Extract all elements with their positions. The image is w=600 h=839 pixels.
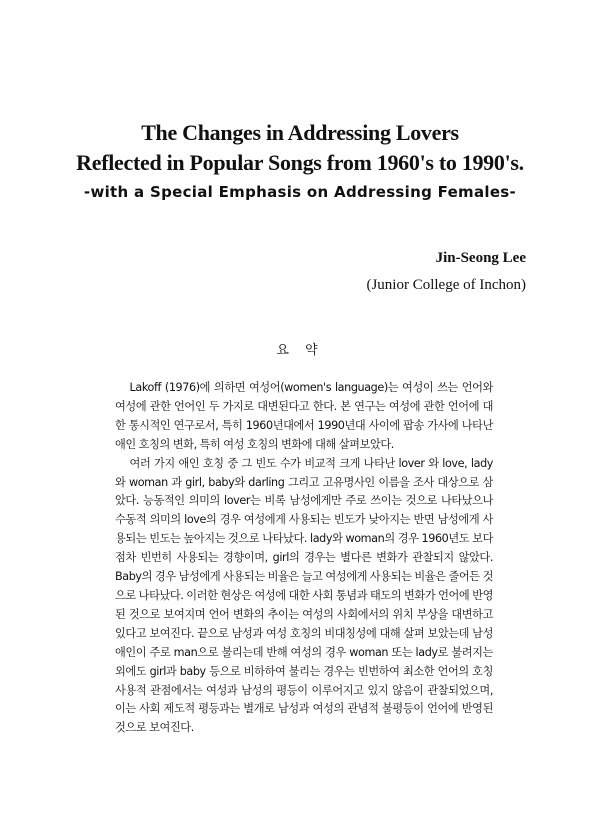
abstract-paragraph-1: Lakoff (1976)에 의하면 여성어(women's language)는 여성이 쓰는 언어와 여성에 관한 언어인 두 가지로 대변된다고 한다. 본 연구는 여성에 관한 언어에 대한 통시적인 연구로서, 특히 1960년대에서 1990년대 사이에 팝송 가사에 나타난 애인 호칭의 변화, 특히 여성 호칭의 변화에 대해 살펴보았다.	[115, 381, 493, 451]
abstract-paragraph-2: 여러 가지 애인 호칭 중 그 빈도 수가 비교적 크게 나타난 lover 와 love, lady 와 woman 과 girl, baby와 darling 그리고 고유명사인 이름을 조사 대상으로 삼았다. 능동적인 의미의 lover는 비록 남성에게만 주로 쓰이는 것으로 나타났으나 수동적 의미의 love의 경우 여성에게 사용되는 빈도가 낮아지는 반면 남성에게 사용되는 빈도는 높아지는 것으로 나타났다. lady와 woman의 경우 1960년도 보다 점차 빈번히 사용되는 경향이며, girl의 경우는 별다른 변화가 관찰되지 않았다. Baby의 경우 남성에게 사용되는 비율은 늘고 여성에게 사용되는 비율은 줄어든 것으로 나타났다. 이러한 현상은 여성에 대한 사회 통념과 태도의 변화가 언어에 반영된 것으로 보여지며 언어 변화의 추이는 여성의 사회에서의 위치 부상을 대변하고 있다고 보여진다. 끝으로 남성과 여성 호칭의 비대칭성에 대해 살펴 보았는데 남성 애인이 주로 man으로 불리는데 반해 여성의 경우 woman 또는 lady로 불려지는 외에도 girl과 baby 등으로 비하하여 불리는 경우는 빈번하여 최소한 언어의 호칭 사용적 관점에서는 여성과 남성의 평등이 이루어지고 있지 않음이 관찰되었으며, 이는 사회 제도적 평등과는 별개로 남성과 여성의 관념적 불평등이 언어에 반영된 것으로 보여진다.	[115, 456, 494, 735]
author-block	[366, 246, 526, 300]
author-name: Jin-Seong Lee	[435, 250, 526, 266]
paper-subtitle: -with a Special Emphasis on Addressing Females-	[83, 183, 517, 201]
abstract-body	[115, 379, 493, 738]
paper-title-line-2: Reflected in Popular Songs from 1960's to 1990's.	[76, 150, 524, 175]
title-block	[0, 118, 600, 206]
abstract-heading: 요 약	[276, 343, 324, 358]
paper-title-line-1: The Changes in Addressing Lovers	[141, 120, 459, 145]
author-affiliation: (Junior College of Inchon)	[366, 277, 526, 293]
